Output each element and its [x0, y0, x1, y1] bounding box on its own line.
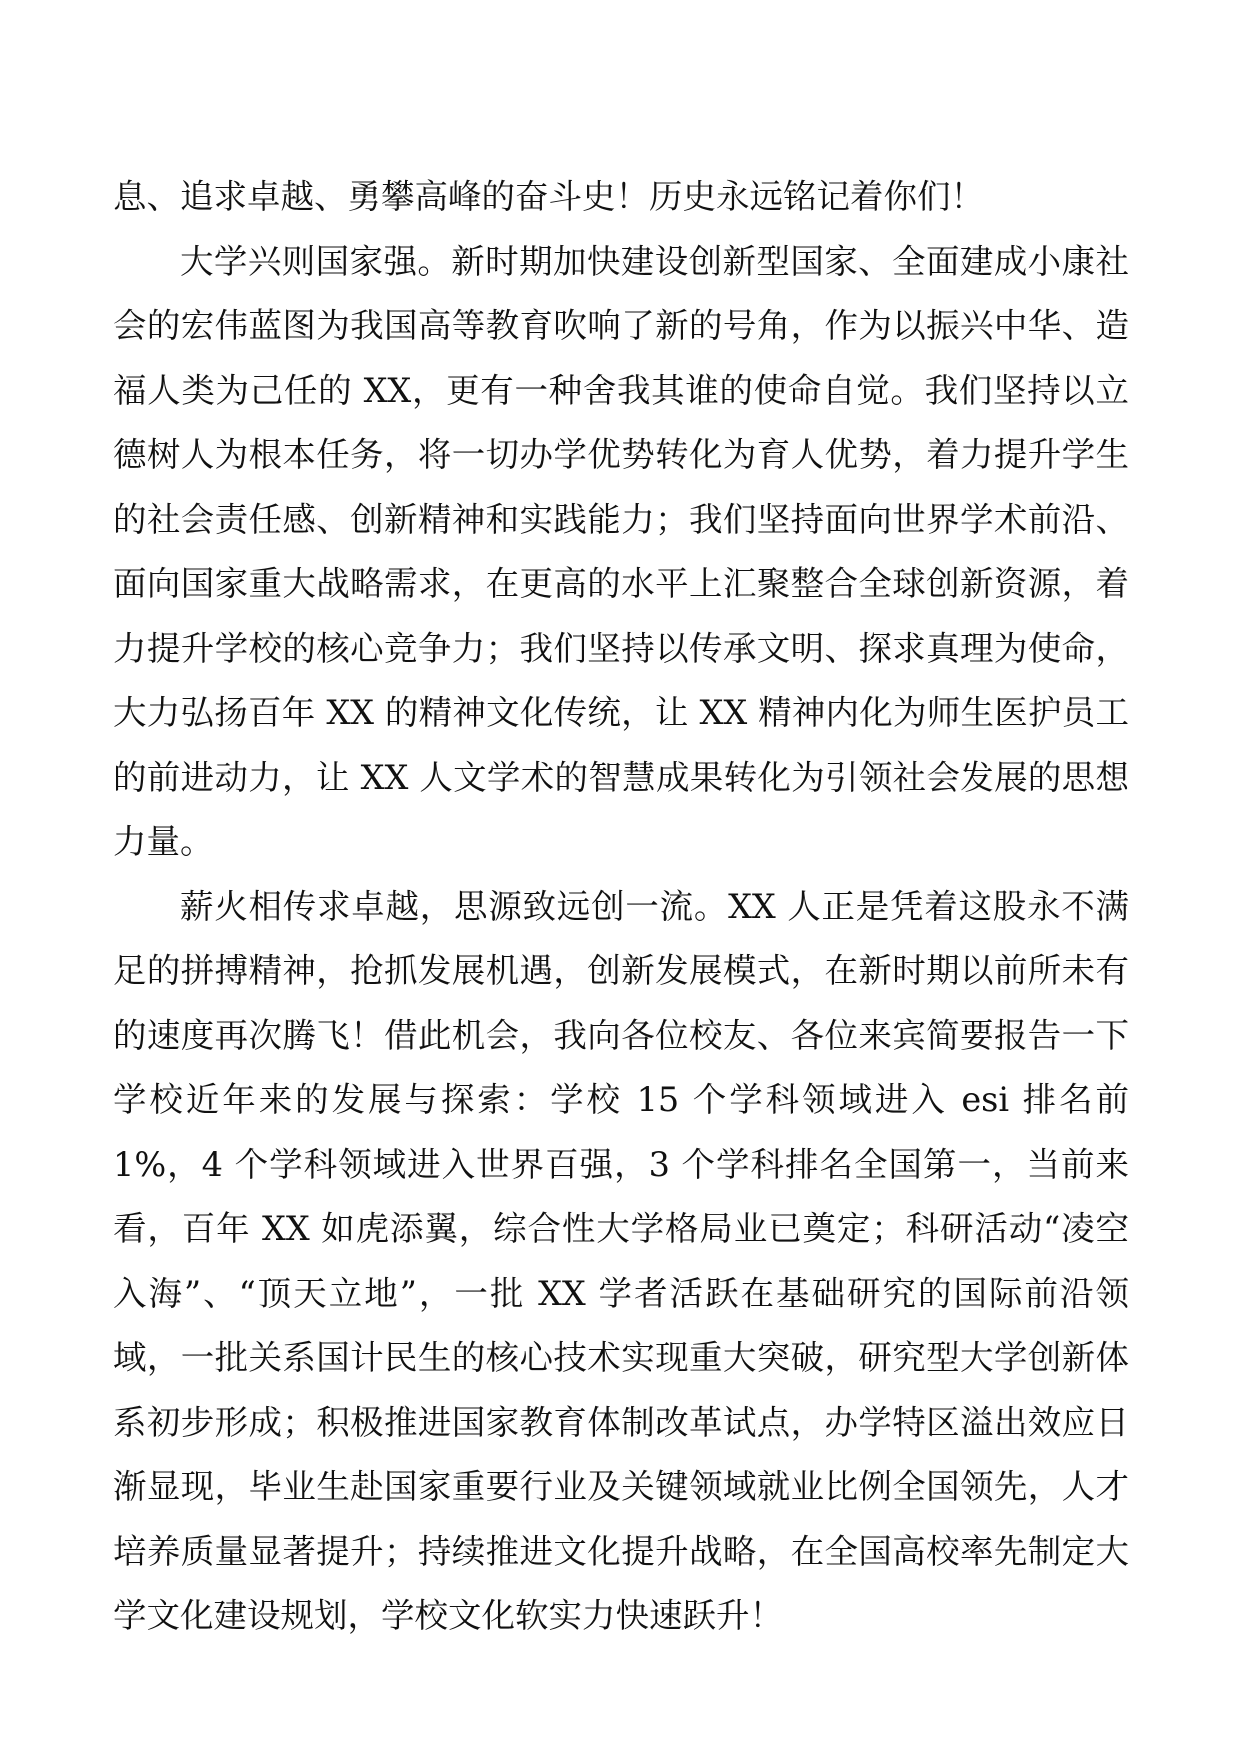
paragraph-continuation: 息、追求卓越、勇攀高峰的奋斗史！历史永远铭记着你们！ [113, 177, 984, 216]
paragraph-development-report: 薪火相传求卓越，思源致远创一流。XX 人正是凭着这股永不满足的拼搏精神，抢抓发展机遇，创新发展模式，在新时期以前所未有的速度再次腾飞！借此机会，我向各位校友、各位来宾简要报告一下学校近年来的发展与探索：学校 15 个学科领域进入 esi 排名前 1%，4 个学科领域进入世界百强，3 个学科排名全国第一，当前来看，百年 XX 如虎添翼，综合性大学格局业已奠定；科研活动“凌空入海”、“顶天立地”，一批 XX 学者活跃在基础研究的国际前沿领域，一批关系国计民生的核心技术实现重大突破，研究型大学创新体系初步形成；积极推进国家教育体制改革试点，办学特区溢出效应日渐显现，毕业生赴国家重要行业及关键领域就业比例全国领先，人才培养质量显著提升；持续推进文化提升战略，在全国高校率先制定大学文化建设规划，学校文化软实力快速跃升！ [113, 886, 1129, 1635]
paragraph-university-strength: 大学兴则国家强。新时期加快建设创新型国家、全面建成小康社会的宏伟蓝图为我国高等教育吹响了新的号角，作为以振兴中华、造福人类为己任的 XX，更有一种舍我其谁的使命自觉。我们坚持以立德树人为根本任务，将一切办学优势转化为育人优势，着力提升学生的社会责任感、创新精神和实践能力；我们坚持面向世界学术前沿、面向国家重大战略需求，在更高的水平上汇聚整合全球创新资源，着力提升学校的核心竞争力；我们坚持以传承文明、探求真理为使命，大力弘扬百年 XX 的精神文化传统，让 XX 精神内化为师生医护员工的前进动力，让 XX 人文学术的智慧成果转化为引领社会发展的思想力量。 [113, 241, 1129, 861]
document-body [113, 165, 1129, 1649]
